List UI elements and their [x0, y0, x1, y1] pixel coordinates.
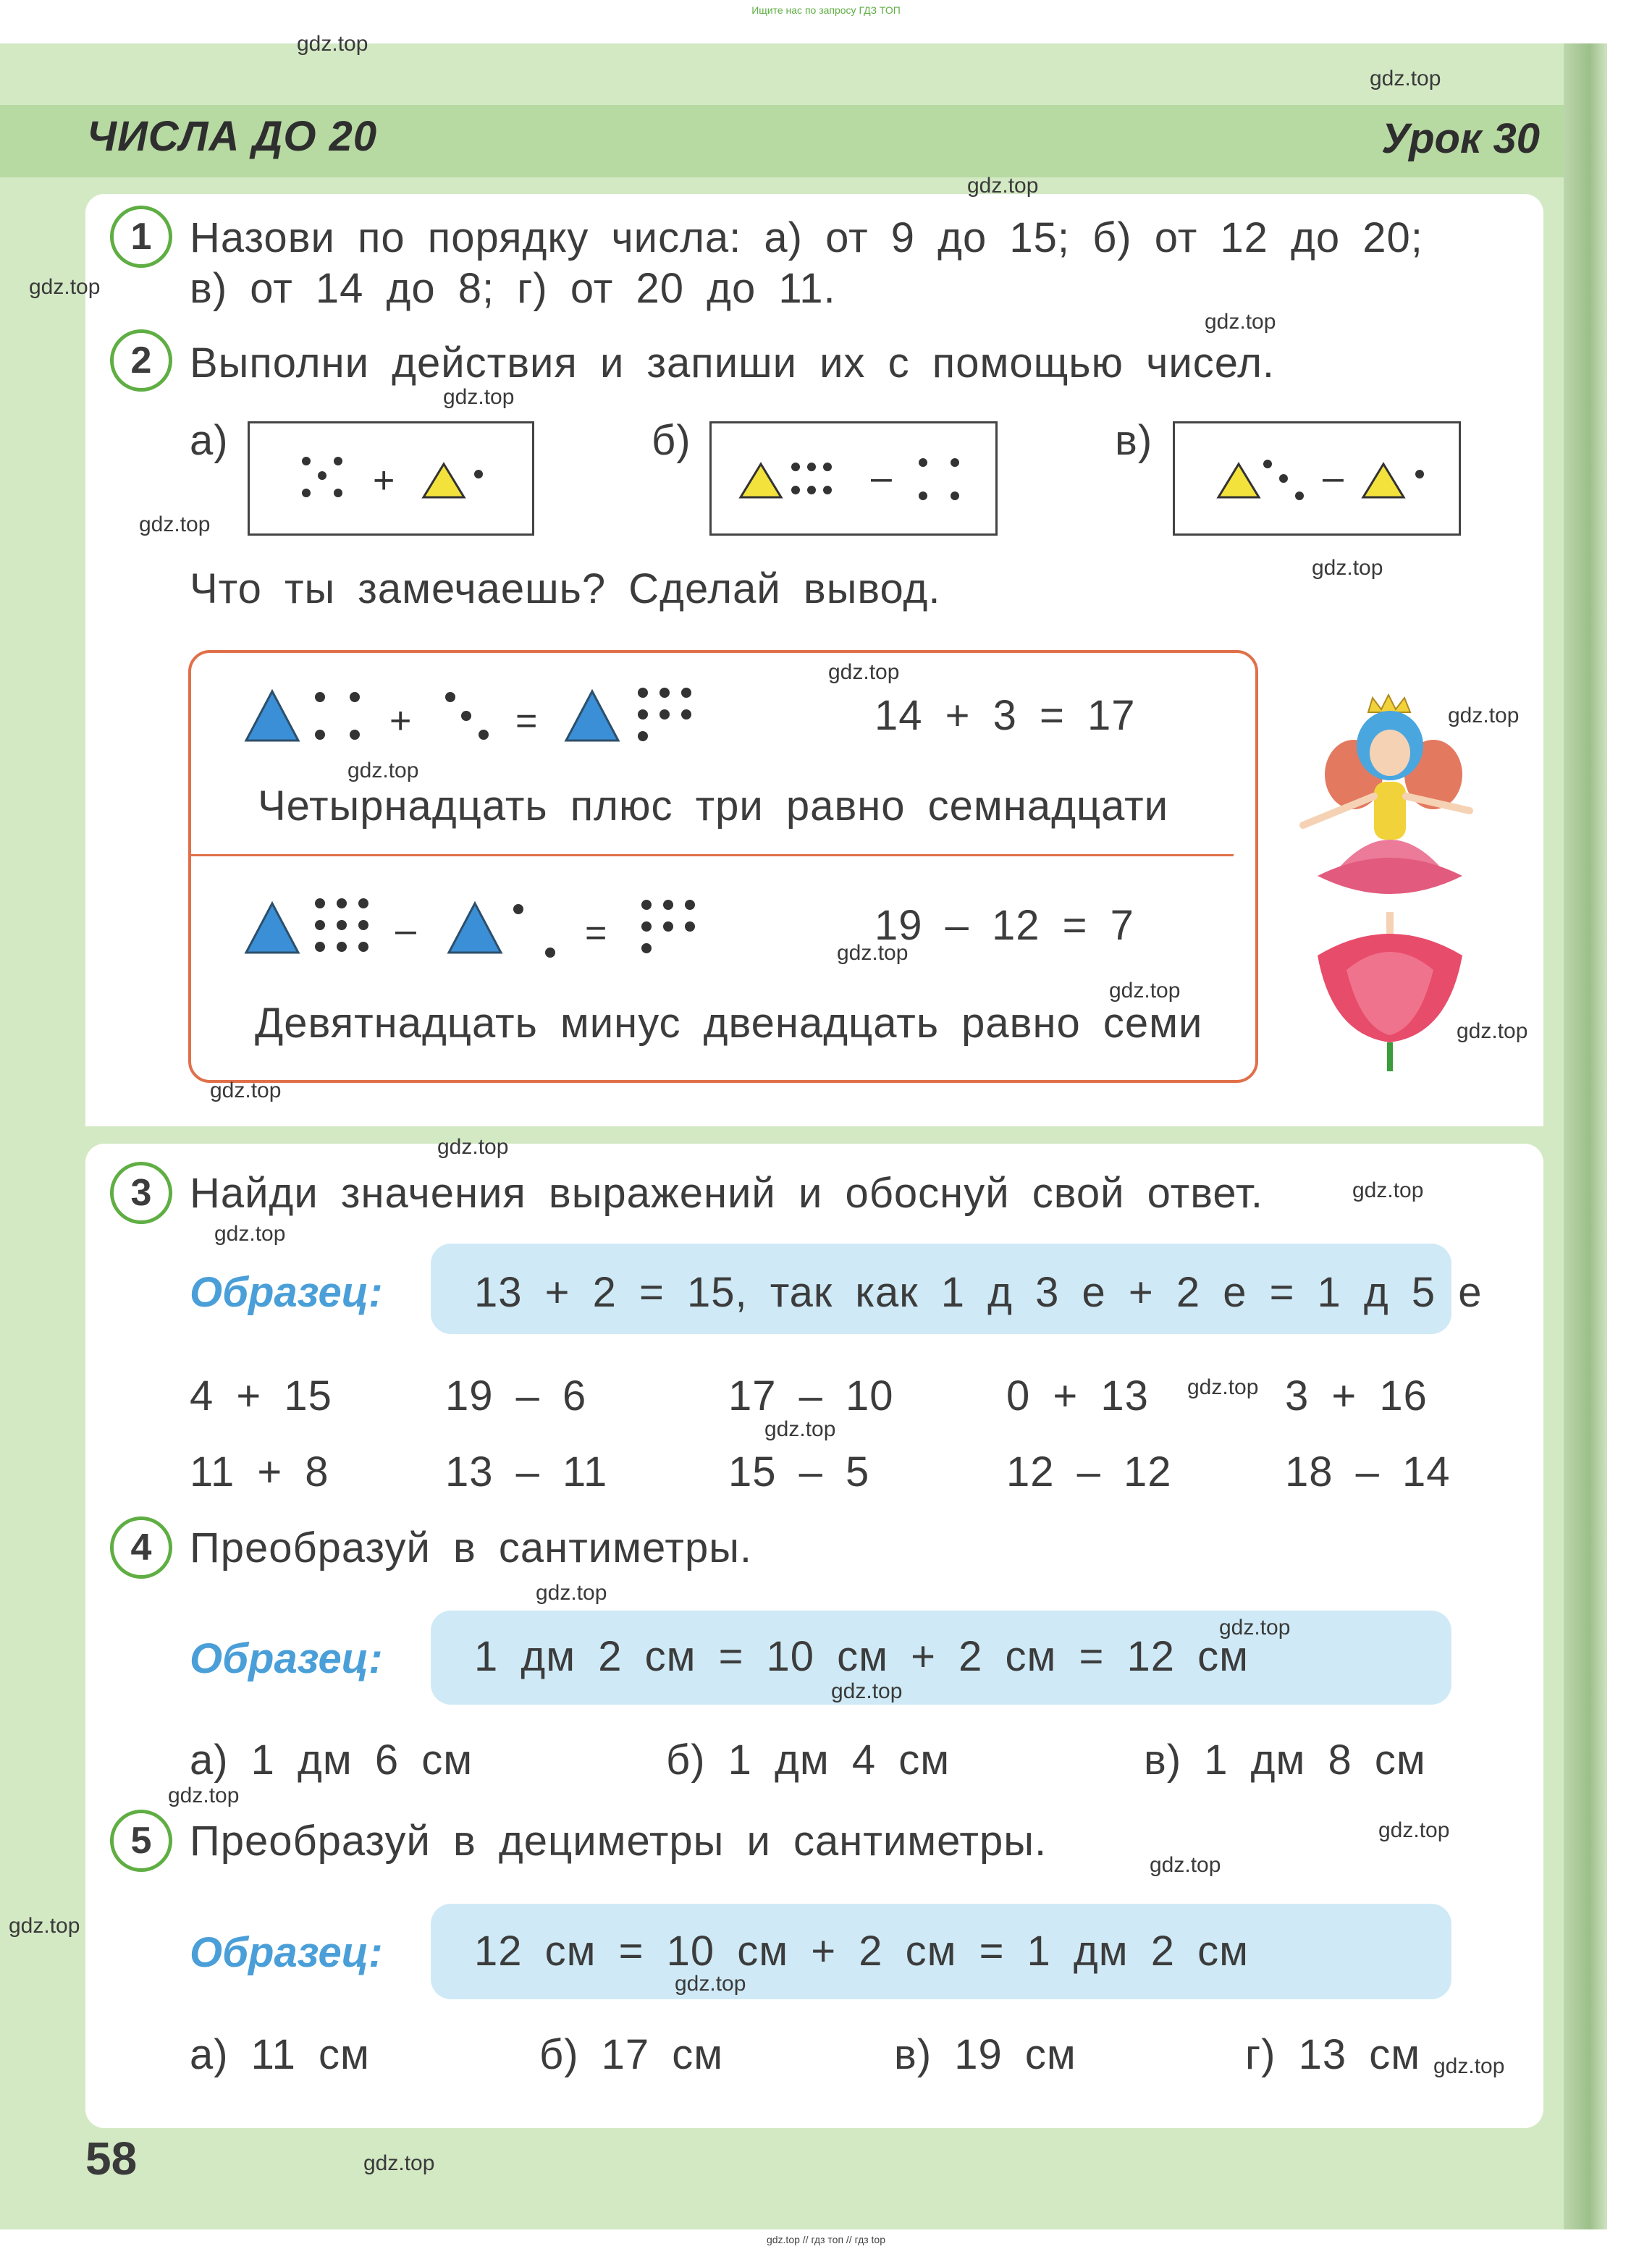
task3-expr-1-4: 0 + 13 — [1006, 1372, 1149, 1419]
task3-expr-2-4: 12 – 12 — [1006, 1448, 1172, 1495]
dots-card-a — [248, 421, 534, 536]
watermark: gdz.top — [1109, 979, 1181, 1003]
task4-item-v: в) 1 дм 8 см — [1144, 1737, 1426, 1784]
dots-card-b-drawing — [712, 423, 995, 533]
lesson-title: Урок 30 — [1381, 115, 1540, 162]
svg-text:=: = — [585, 912, 607, 954]
example2-dots — [239, 889, 673, 976]
watermark: gdz.top — [1448, 704, 1520, 727]
svg-text:=: = — [515, 700, 538, 742]
task3-expr-2-3: 15 – 5 — [728, 1448, 870, 1495]
watermark: gdz.top — [831, 1679, 903, 1703]
watermark: gdz.top — [347, 759, 419, 782]
example2-equation: 19 – 12 = 7 — [875, 902, 1134, 949]
task5-item-a: а) 11 см — [190, 2031, 370, 2078]
task2-text: Выполни действия и запиши их с помощью чисел. — [190, 339, 1276, 387]
svg-text:–: – — [871, 457, 892, 499]
watermark: gdz.top — [443, 385, 515, 409]
svg-text:+: + — [373, 460, 395, 502]
svg-text:–: – — [1323, 457, 1344, 499]
task-number-2: 2 — [110, 329, 172, 392]
watermark: gdz.top — [1312, 556, 1383, 580]
task3-expr-1-1: 4 + 15 — [190, 1372, 332, 1419]
watermark: gdz.top — [297, 32, 368, 56]
example1-words: Четырнадцать плюс три равно семнадцати — [258, 782, 1169, 830]
watermark: gdz.top — [1378, 1818, 1450, 1842]
example1-equation: 14 + 3 = 17 — [875, 692, 1136, 739]
watermark: gdz.top — [1219, 1616, 1291, 1640]
task5-item-v: в) 19 см — [894, 2031, 1076, 2078]
watermark: gdz.top — [764, 1417, 836, 1441]
watermark: gdz.top — [437, 1135, 509, 1159]
top-note: Ищите нас по запросу ГДЗ ТОП — [751, 4, 901, 16]
watermark: gdz.top — [536, 1581, 607, 1605]
watermark: gdz.top — [214, 1222, 286, 1246]
dots-card-b — [709, 421, 998, 536]
task3-expr-2-2: 13 – 11 — [445, 1448, 608, 1495]
dots-card-a-drawing — [250, 423, 532, 533]
example2-result-dots — [633, 889, 713, 976]
task4-text: Преобразуй в сантиметры. — [190, 1524, 752, 1571]
bottom-note: gdz.top // гдз топ // гдз top — [766, 2234, 886, 2245]
fairy-illustration — [1289, 695, 1491, 1071]
watermark: gdz.top — [1433, 2054, 1505, 2078]
task3-text: Найди значения выражений и обоснуй свой ответ. — [190, 1170, 1263, 1217]
watermark: gdz.top — [210, 1079, 282, 1102]
task5-item-b: б) 17 см — [539, 2031, 724, 2078]
task5-sample: 12 см = 10 см + 2 см = 1 дм 2 см — [474, 1928, 1249, 1975]
task3-sample-label: Образец: — [190, 1269, 383, 1316]
watermark: gdz.top — [828, 660, 900, 684]
page-number: 58 — [85, 2132, 138, 2185]
task4-item-b: б) 1 дм 4 см — [666, 1737, 951, 1784]
task3-expr-2-5: 18 – 14 — [1285, 1448, 1451, 1495]
task3-sample: 13 + 2 = 15, так как 1 д 3 е + 2 е = 1 д 5 е — [474, 1269, 1483, 1316]
book-spine — [1564, 43, 1607, 2229]
task5-text: Преобразуй в дециметры и сантиметры. — [190, 1818, 1048, 1865]
watermark: gdz.top — [1352, 1178, 1424, 1202]
dots-card-v — [1173, 421, 1461, 536]
task2-label-b: б) — [652, 417, 691, 464]
task-number-1: 1 — [110, 206, 172, 268]
example1-result-dots — [630, 677, 709, 756]
watermark: gdz.top — [1187, 1375, 1259, 1399]
example1-dots — [239, 677, 644, 756]
task5-sample-label: Образец: — [190, 1929, 383, 1976]
watermark: gdz.top — [967, 174, 1039, 198]
task4-sample-label: Образец: — [190, 1635, 383, 1682]
section-title: ЧИСЛА ДО 20 — [87, 113, 378, 160]
task2-label-a: а) — [190, 417, 229, 464]
watermark: gdz.top — [29, 275, 101, 299]
task-number-4: 4 — [110, 1516, 172, 1579]
task3-expr-1-5: 3 + 16 — [1285, 1372, 1428, 1419]
watermark: gdz.top — [675, 1972, 746, 1996]
task3-expr-2-1: 11 + 8 — [190, 1448, 329, 1495]
task-number-5: 5 — [110, 1810, 172, 1872]
task5-item-g: г) 13 см — [1245, 2031, 1421, 2078]
svg-text:+: + — [389, 700, 412, 742]
watermark: gdz.top — [9, 1914, 80, 1938]
svg-text:–: – — [395, 909, 416, 951]
watermark: gdz.top — [1370, 67, 1441, 90]
task3-expr-1-2: 19 – 6 — [445, 1372, 587, 1419]
watermark: gdz.top — [363, 2151, 435, 2175]
watermark: gdz.top — [1150, 1853, 1221, 1877]
task4-sample: 1 дм 2 см = 10 см + 2 см = 12 см — [474, 1633, 1249, 1680]
task3-expr-1-3: 17 – 10 — [728, 1372, 894, 1419]
example-divider — [191, 854, 1234, 856]
watermark: gdz.top — [1205, 310, 1276, 334]
example2-words: Девятнадцать минус двенадцать равно семи — [255, 1000, 1203, 1047]
watermark: gdz.top — [1457, 1019, 1528, 1043]
task1-line1: Назови по порядку числа: а) от 9 до 15; б) от 12 до 20; — [190, 214, 1423, 261]
dots-card-v-drawing — [1175, 423, 1459, 533]
task2-question: Что ты замечаешь? Сделай вывод. — [190, 565, 941, 612]
task2-label-v: в) — [1115, 417, 1153, 464]
task1-line2: в) от 14 до 8; г) от 20 до 11. — [190, 265, 836, 312]
watermark: gdz.top — [168, 1784, 240, 1807]
task-number-3: 3 — [110, 1162, 172, 1224]
watermark: gdz.top — [139, 512, 211, 536]
task4-item-a: а) 1 дм 6 см — [190, 1737, 473, 1784]
watermark: gdz.top — [837, 941, 909, 965]
